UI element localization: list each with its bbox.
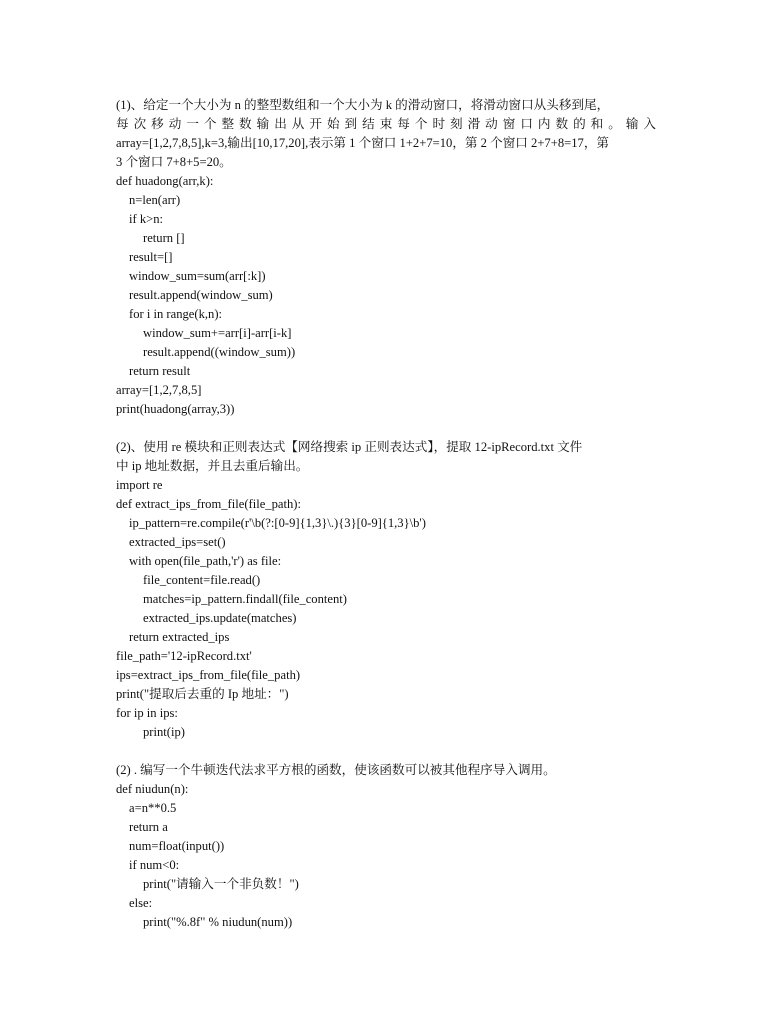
code-line: ips=extract_ips_from_file(file_path) xyxy=(116,668,301,682)
section3-intro-line1: (2) . 编写一个牛顿迭代法求平方根的函数，使该函数可以被其他程序导入调用。 xyxy=(116,763,556,777)
code-line: for ip in ips: xyxy=(116,706,178,720)
code-line: n=len(arr) xyxy=(129,193,181,207)
code-line: def niudun(n): xyxy=(116,782,189,796)
code-line: if k>n: xyxy=(129,212,164,226)
code-line: matches=ip_pattern.findall(file_content) xyxy=(143,592,347,606)
code-line: extracted_ips.update(matches) xyxy=(143,611,297,625)
code-line: return result xyxy=(129,364,191,378)
section-sliding-window xyxy=(116,96,656,419)
code-line: result=[] xyxy=(129,250,173,264)
section-newton-sqrt xyxy=(116,761,656,932)
code-line: array=[1,2,7,8,5] xyxy=(116,383,202,397)
code-line: file_content=file.read() xyxy=(143,573,261,587)
code-line: file_path='12-ipRecord.txt' xyxy=(116,649,252,663)
code-line: print("请输入一个非负数！") xyxy=(143,877,299,891)
section2-intro-line2: 中 ip 地址数据，并且去重后输出。 xyxy=(116,459,309,473)
code-line: if num<0: xyxy=(129,858,180,872)
section-ip-extract xyxy=(116,438,656,742)
code-line: print(huadong(array,3)) xyxy=(116,402,235,416)
document-page xyxy=(116,96,656,932)
code-line: a=n**0.5 xyxy=(129,801,177,815)
code-line: window_sum+=arr[i]-arr[i-k] xyxy=(143,326,292,340)
code-line: with open(file_path,'r') as file: xyxy=(129,554,282,568)
code-line: else: xyxy=(129,896,153,910)
code-line: return extracted_ips xyxy=(129,630,230,644)
section1-intro-line3: array=[1,2,7,8,5],k=3,输出[10,17,20],表示第 1 个窗口 1+2+7=10，第 2 个窗口 2+7+8=17，第 xyxy=(116,136,610,150)
code-line: return [] xyxy=(143,231,185,245)
code-line: print(ip) xyxy=(143,725,185,739)
code-line: def extract_ips_from_file(file_path): xyxy=(116,497,301,511)
code-line: ip_pattern=re.compile(r'\b(?:[0-9]{1,3}\.){3}[0-9]{1,3}\b') xyxy=(129,516,426,530)
code-line: print("%.8f" % niudun(num)) xyxy=(143,915,293,929)
section-spacer xyxy=(116,742,656,761)
code-line: for i in range(k,n): xyxy=(129,307,223,321)
code-line: def huadong(arr,k): xyxy=(116,174,214,188)
section1-intro-line4: 3 个窗口 7+8+5=20。 xyxy=(116,155,232,169)
section1-intro-line1: (1)、给定一个大小为 n 的整型数组和一个大小为 k 的滑动窗口，将滑动窗口从头移到尾， xyxy=(116,98,610,112)
section-spacer xyxy=(116,419,656,438)
code-line: num=float(input()) xyxy=(129,839,225,853)
section2-intro-line1: (2)、使用 re 模块和正则表达式【网络搜索 ip 正则表达式】，提取 12-ipRecord.txt 文件 xyxy=(116,440,583,454)
code-line: extracted_ips=set() xyxy=(129,535,226,549)
code-line: import re xyxy=(116,478,163,492)
code-line: result.append((window_sum)) xyxy=(143,345,296,359)
code-line: result.append(window_sum) xyxy=(129,288,273,302)
code-line: print("提取后去重的 Ip 地址：") xyxy=(116,687,289,701)
section1-intro-line2: 每 次 移 动 一 个 整 数 输 出 从 开 始 到 结 束 每 个 时 刻 滑 动 窗 口 内 数 的 和 。 输 入 xyxy=(116,117,656,131)
code-line: return a xyxy=(129,820,168,834)
code-line: window_sum=sum(arr[:k]) xyxy=(129,269,266,283)
